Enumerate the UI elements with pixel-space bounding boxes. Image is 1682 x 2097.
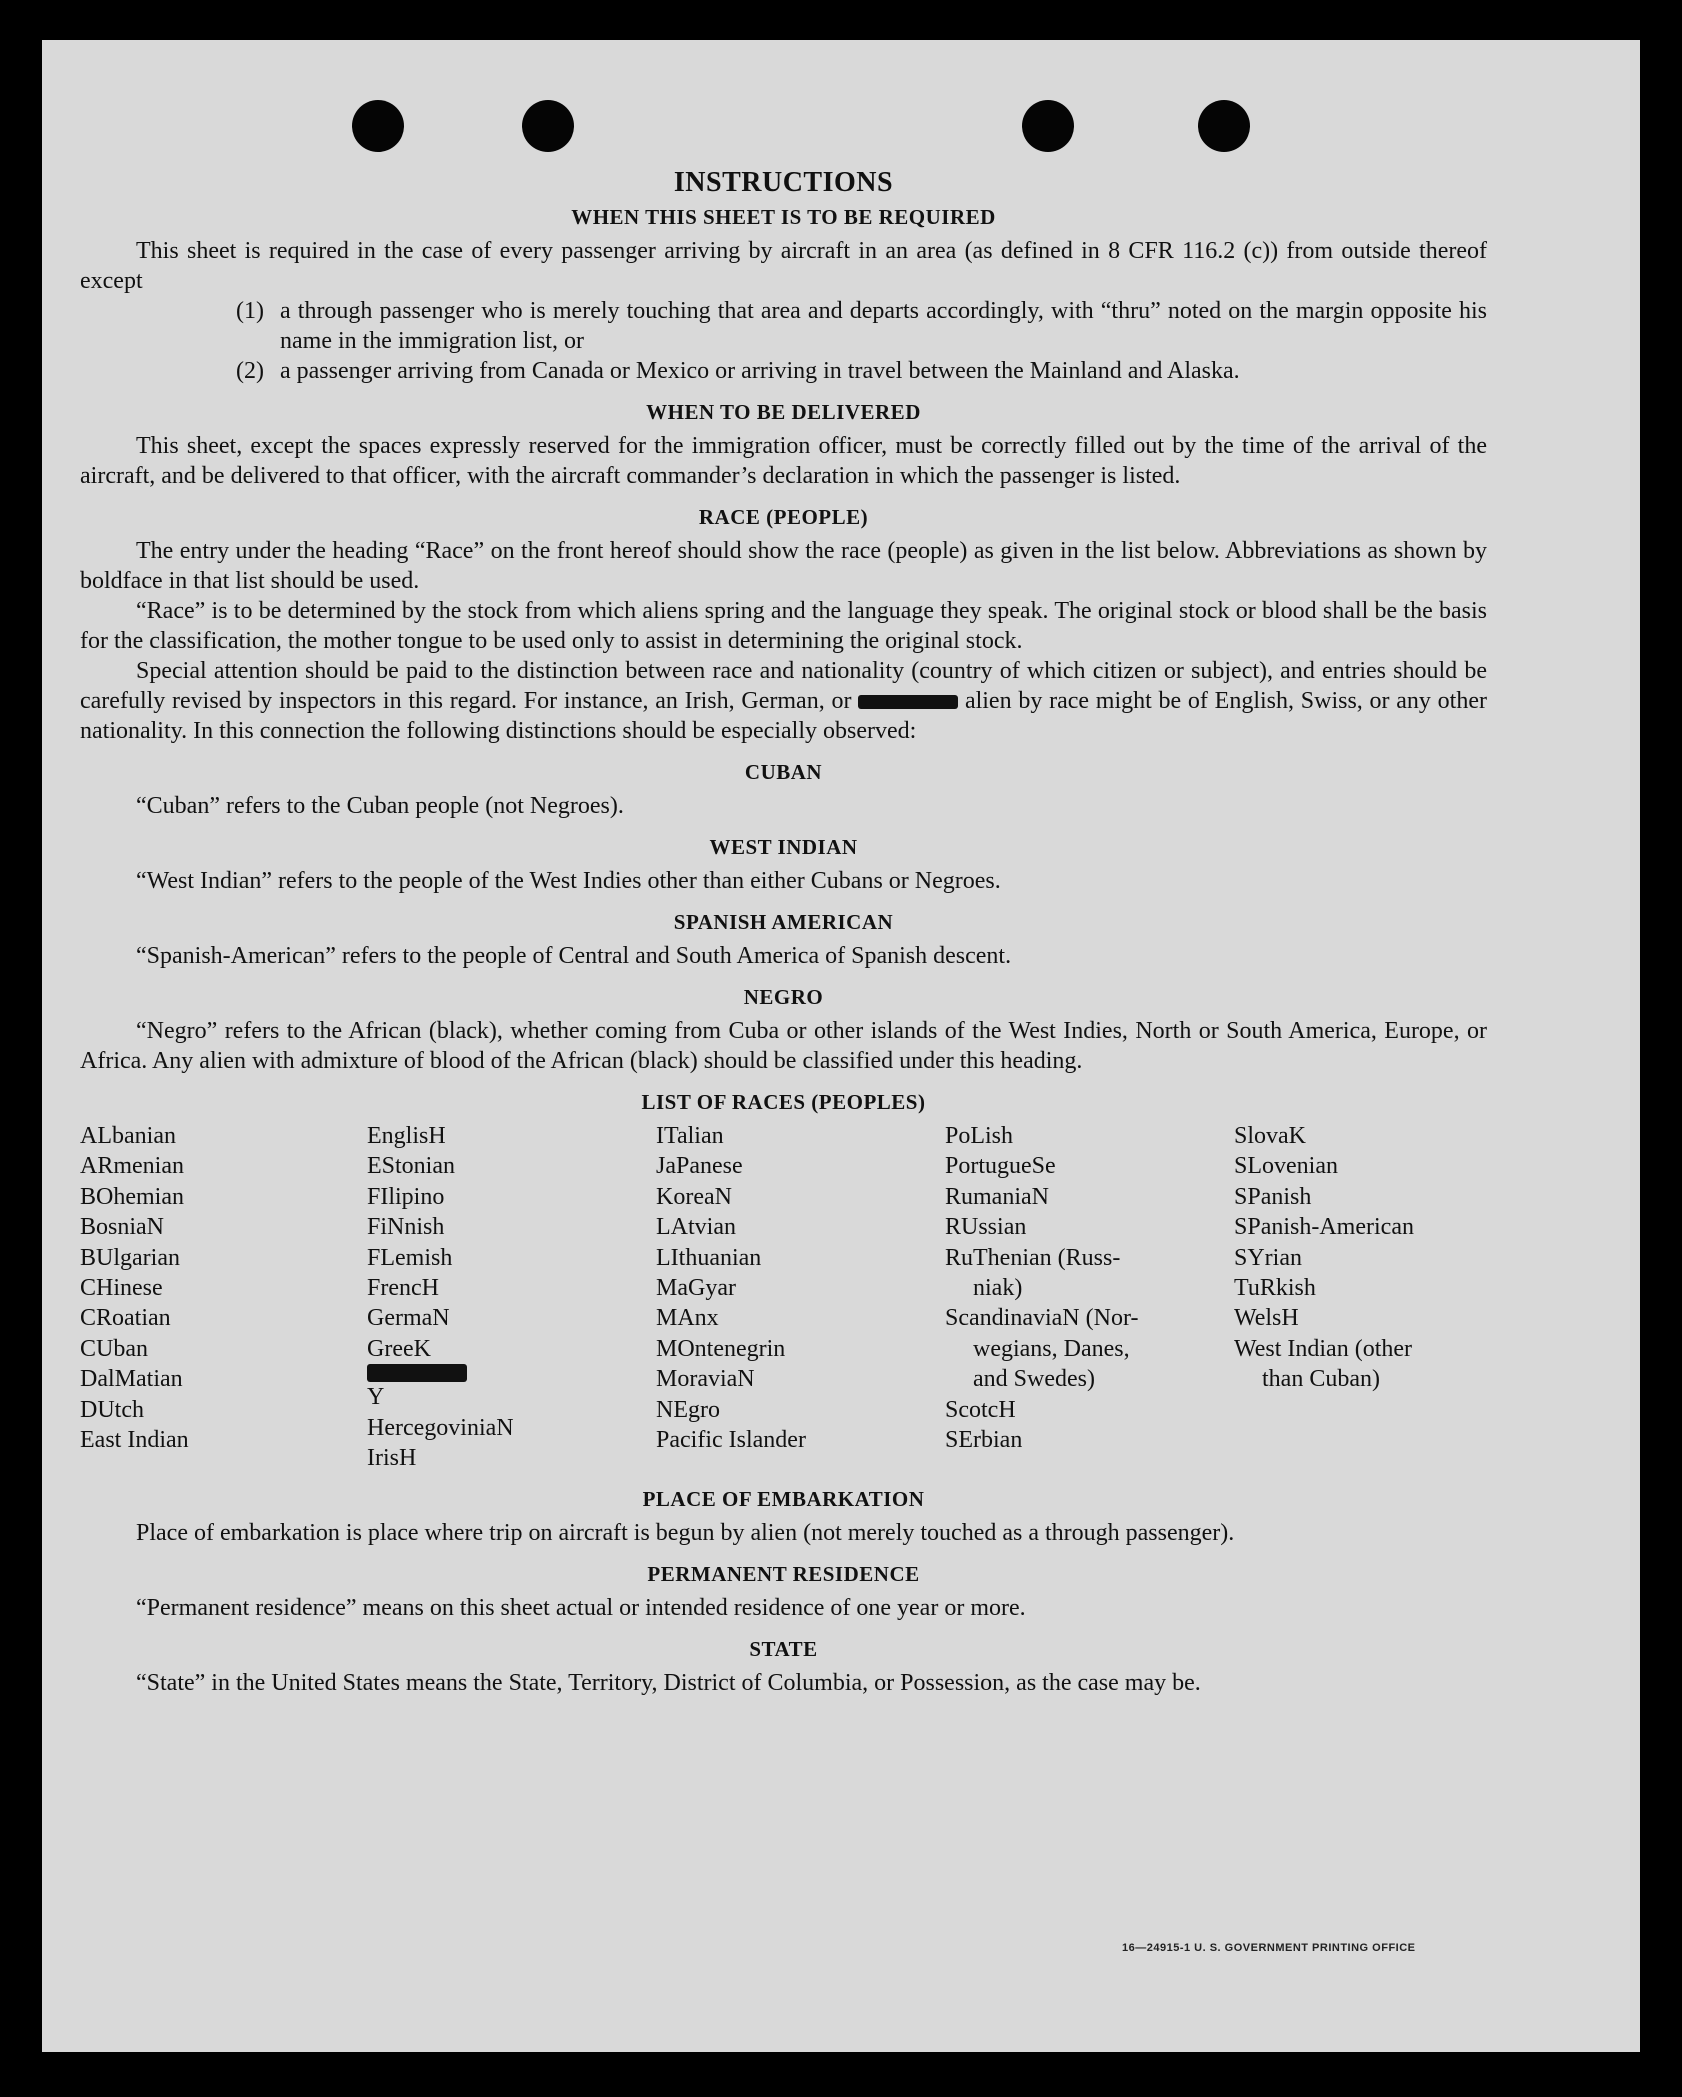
race-paragraph-2: “Race” is to be determined by the stock from which aliens spring and the language they speak. The original stock or blood shall be the basis for the classification, the mother tongue to be used only to assist in determining the original stock. xyxy=(80,598,1487,654)
race-entry: IrisH xyxy=(367,1445,417,1472)
cuban-text: “Cuban” refers to the Cuban people (not Negroes). xyxy=(136,793,624,819)
heading-negro: NEGRO xyxy=(743,985,824,1009)
west-indian-text: “West Indian” refers to the people of the West Indies other than either Cubans or Negroes. xyxy=(136,868,1001,894)
document-sheet xyxy=(42,40,1640,2052)
heading-permanent-residence: PERMANENT RESIDENCE xyxy=(647,1562,920,1587)
race-paragraph-1: The entry under the heading “Race” on the front hereof should show the race (people) as given in the list below. Abbreviations as shown by boldface in that list should be used. xyxy=(80,538,1487,594)
race-entry: ScandinaviaN (Nor- xyxy=(945,1305,1139,1332)
delivered-text: This sheet, except the spaces expressly reserved for the immigration officer, must be correctly filled out by the time of the arrival of the aircraft, and be delivered to that officer, with the aircraft commander’s declaration in which the passenger is listed. xyxy=(80,433,1487,489)
race-entry: PoLish xyxy=(945,1123,1014,1149)
race-entry: MAnx xyxy=(656,1305,719,1332)
punch-hole xyxy=(1022,100,1074,152)
race-entry: FLemish xyxy=(367,1244,453,1271)
race-entry: FiNnish xyxy=(367,1214,445,1241)
race-entry: ALbanian xyxy=(80,1123,176,1149)
race-entry-continuation: niak) xyxy=(973,1275,1023,1302)
race-entry: FIlipino xyxy=(367,1183,445,1210)
printing-office-footer: 16—24915-1 U. S. GOVERNMENT PRINTING OFFICE xyxy=(1122,1942,1416,1954)
item-text: a through passenger who is merely touching that area and departs accordingly, with “thru” noted on the margin opposite his name in the immigration list, or xyxy=(280,298,1487,354)
heading-spanish-american: SPANISH AMERICAN xyxy=(673,910,894,934)
spanish-american-text: “Spanish-American” refers to the people of Central and South America of Spanish descent. xyxy=(136,943,1012,969)
state-text: “State” in the United States means the State, Territory, District of Columbia, or Possession, as the case may be. xyxy=(136,1670,1201,1697)
race-entry: LAtvian xyxy=(656,1214,736,1241)
races-column-4 xyxy=(945,1121,1234,1473)
race-entry: SPanish-American xyxy=(1234,1214,1414,1241)
race-entry: NEgro xyxy=(656,1396,720,1423)
race-entry: RuThenian (Russ- xyxy=(945,1244,1121,1271)
negro-text: “Negro” refers to the African (black), whether coming from Cuba or other islands of the West Indies, North or South America, Europe, or Africa. Any alien with admixture of blood of the African (black) should be classified under this heading. xyxy=(80,1018,1487,1074)
heading-race: RACE (PEOPLE) xyxy=(698,505,869,529)
item-text: a passenger arriving from Canada or Mexico or arriving in travel between the Mainland and Alaska. xyxy=(280,358,1240,384)
race-entry: Pacific Islander xyxy=(656,1427,806,1454)
race-entry: CUban xyxy=(80,1335,148,1362)
race-entry: MaGyar xyxy=(656,1275,736,1302)
race-paragraph-3 xyxy=(80,656,1487,746)
race-entry: DUtch xyxy=(80,1396,144,1423)
residence-text: “Permanent residence” means on this sheet actual or intended residence of one year or more. xyxy=(136,1595,1026,1622)
punch-hole xyxy=(522,100,574,152)
heading-west-indian: WEST INDIAN xyxy=(709,835,858,859)
race-entry: ARmenian xyxy=(80,1153,184,1180)
heading-when-required: WHEN THIS SHEET IS TO BE REQUIRED xyxy=(571,205,996,229)
race-entry: RUssian xyxy=(945,1214,1027,1241)
race-entry: West Indian (other xyxy=(1234,1335,1413,1362)
instructions-content xyxy=(80,167,1487,1698)
race-paragraph-3a: Special attention should be paid to the distinction between race and nationality (country of which citizen or subject), and entries should be carefully revised by inspectors in this regard. For instance, an Irish, German, or xyxy=(80,658,1487,714)
race-paragraph-3b: alien by race might be of English, Swiss, or any other nationality. In this connection the following distinctions should be especially observed: xyxy=(80,688,1487,744)
race-entry: CRoatian xyxy=(80,1305,171,1332)
race-entry: HercegoviniaN xyxy=(367,1414,514,1441)
races-list xyxy=(80,1121,1487,1473)
races-column-5 xyxy=(1234,1121,1487,1473)
race-entry: LIthuanian xyxy=(656,1244,762,1271)
race-entry: TuRkish xyxy=(1234,1275,1316,1302)
exception-item-1 xyxy=(80,296,1487,356)
embarkation-text: Place of embarkation is place where trip on aircraft is begun by alien (not merely touched as a through passenger). xyxy=(136,1520,1235,1547)
race-entry: CHinese xyxy=(80,1275,163,1302)
race-entry: ITalian xyxy=(656,1123,724,1149)
race-entry: EStonian xyxy=(367,1153,455,1180)
heading-state: STATE xyxy=(749,1637,818,1662)
race-entry: East Indian xyxy=(80,1427,189,1454)
race-entry: MoraviaN xyxy=(656,1366,755,1393)
punch-hole xyxy=(352,100,404,152)
race-entry: SYrian xyxy=(1234,1244,1302,1271)
heading-place-of-embarkation: PLACE OF EMBARKATION xyxy=(642,1487,925,1512)
race-entry: EnglisH xyxy=(367,1123,446,1149)
race-entry-continuation: wegians, Danes, xyxy=(973,1335,1130,1362)
race-entry-redacted xyxy=(367,1364,656,1412)
race-entry: SLovenian xyxy=(1234,1153,1338,1180)
redaction-mark xyxy=(367,1364,467,1382)
race-entry-continuation: than Cuban) xyxy=(1262,1366,1380,1393)
race-entry: ScotcH xyxy=(945,1396,1016,1423)
race-entry-tail: Y xyxy=(367,1384,385,1411)
item-number: (1) xyxy=(236,298,264,324)
race-entry: BUlgarian xyxy=(80,1244,180,1271)
races-column-1 xyxy=(80,1121,367,1473)
race-entry: JaPanese xyxy=(656,1153,743,1180)
race-entry: GermaN xyxy=(367,1305,450,1332)
race-entry: SErbian xyxy=(945,1427,1023,1454)
punch-hole xyxy=(1198,100,1250,152)
race-entry: GreeK xyxy=(367,1335,431,1362)
item-number: (2) xyxy=(236,358,264,384)
race-entry: FrencH xyxy=(367,1275,439,1302)
race-entry: RumaniaN xyxy=(945,1183,1049,1210)
race-entry: MOntenegrin xyxy=(656,1335,786,1362)
race-entry: BOhemian xyxy=(80,1183,184,1210)
races-column-3 xyxy=(656,1121,945,1473)
heading-cuban: CUBAN xyxy=(744,760,823,784)
race-entry-continuation: and Swedes) xyxy=(973,1366,1095,1393)
races-column-2 xyxy=(367,1121,656,1473)
required-intro: This sheet is required in the case of every passenger arriving by aircraft in an area (as defined in 8 CFR 116.2 (c)) from outside thereof except xyxy=(80,238,1487,294)
race-entry: SPanish xyxy=(1234,1183,1312,1210)
race-entry: DalMatian xyxy=(80,1366,183,1393)
redaction-mark xyxy=(858,695,958,709)
page-title: INSTRUCTIONS xyxy=(673,167,894,198)
heading-when-delivered: WHEN TO BE DELIVERED xyxy=(646,400,921,424)
race-entry: KoreaN xyxy=(656,1183,732,1210)
race-entry: SlovaK xyxy=(1234,1123,1306,1149)
race-entry: PortugueSe xyxy=(945,1153,1056,1180)
exception-item-2 xyxy=(80,356,1487,386)
race-entry: WelsH xyxy=(1234,1305,1299,1332)
heading-list-of-races: LIST OF RACES (PEOPLES) xyxy=(641,1090,926,1114)
race-entry: BosniaN xyxy=(80,1214,164,1241)
